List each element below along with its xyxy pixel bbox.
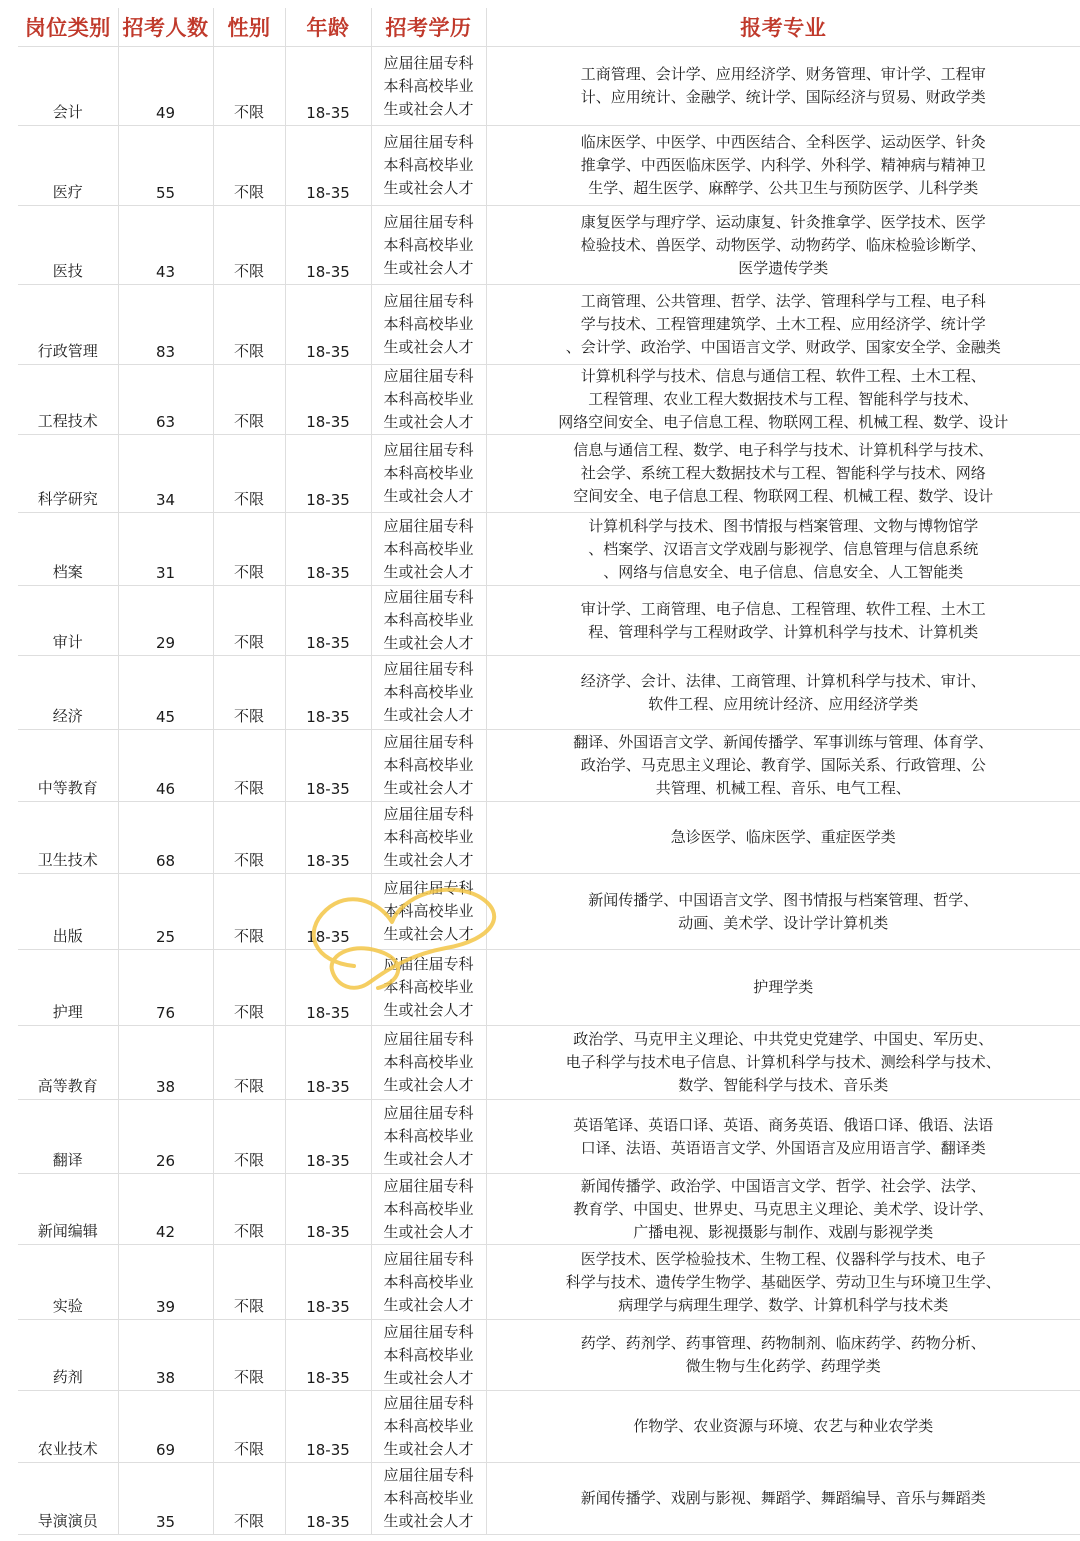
header-row xyxy=(18,8,1080,47)
education-cell xyxy=(371,586,486,656)
education-line: 生或社会人才 xyxy=(383,925,474,943)
gender-cell: 不限 xyxy=(213,586,285,656)
category-cell: 会计 xyxy=(18,47,118,126)
majors-line: 学与技术、工程管理建筑学、土木工程、应用经济学、统计学 xyxy=(580,315,986,333)
education-line: 本科高校毕业 xyxy=(383,902,474,920)
age-cell: 18-35 xyxy=(285,365,371,435)
age-cell: 18-35 xyxy=(285,656,371,730)
majors-line: 数学、智能科学与技术、音乐类 xyxy=(678,1076,889,1094)
category-cell: 实验 xyxy=(18,1245,118,1320)
majors-line: 计算机科学与技术、信息与通信工程、软件工程、土木工程、 xyxy=(580,367,986,385)
education-line: 本科高校毕业 xyxy=(383,464,474,482)
majors-line: 动画、美术学、设计学计算机类 xyxy=(678,913,889,932)
category-cell: 翻译 xyxy=(18,1100,118,1174)
table-row xyxy=(18,950,1080,1026)
education-line: 本科高校毕业 xyxy=(383,1127,474,1145)
majors-line: 临床医学、中医学、中西医结合、全科医学、运动医学、针灸 xyxy=(580,133,986,151)
education-line: 本科高校毕业 xyxy=(383,1199,474,1218)
majors-line: 、档案学、汉语言文学戏剧与影视学、信息管理与信息系统 xyxy=(588,539,979,558)
table-row xyxy=(18,513,1080,586)
education-line: 应届往届专科 xyxy=(383,588,474,606)
count-cell: 46 xyxy=(118,730,213,802)
table-row xyxy=(18,1391,1080,1463)
age-cell: 18-35 xyxy=(285,802,371,874)
category-cell: 中等教育 xyxy=(18,730,118,802)
education-line: 生或社会人才 xyxy=(383,1368,474,1387)
table-row xyxy=(18,586,1080,656)
table-row xyxy=(18,126,1080,206)
majors-line: 急诊医学、临床医学、重症医学类 xyxy=(670,828,896,846)
majors-cell xyxy=(486,1026,1080,1100)
table-row xyxy=(18,365,1080,435)
education-cell xyxy=(371,950,486,1026)
majors-line: 广播电视、影视摄影与制作、戏剧与影视学类 xyxy=(633,1222,934,1241)
education-line: 生或社会人才 xyxy=(383,258,474,277)
majors-cell xyxy=(486,586,1080,656)
education-cell xyxy=(371,656,486,730)
header-age: 年龄 xyxy=(285,8,371,47)
table-row xyxy=(18,435,1080,513)
education-cell xyxy=(371,1100,486,1174)
count-cell: 83 xyxy=(118,285,213,365)
education-line: 本科高校毕业 xyxy=(383,156,474,174)
education-line: 生或社会人才 xyxy=(383,1076,474,1094)
header-count: 招考人数 xyxy=(118,8,213,47)
education-cell xyxy=(371,1245,486,1320)
age-cell: 18-35 xyxy=(285,1463,371,1535)
count-cell: 25 xyxy=(118,874,213,950)
age-cell: 18-35 xyxy=(285,435,371,513)
age-cell: 18-35 xyxy=(285,1245,371,1320)
education-line: 本科高校毕业 xyxy=(383,315,474,333)
gender-cell: 不限 xyxy=(213,874,285,950)
majors-cell xyxy=(486,1174,1080,1245)
education-cell xyxy=(371,1463,486,1535)
education-line: 本科高校毕业 xyxy=(383,235,474,254)
majors-cell xyxy=(486,1100,1080,1174)
education-line: 应届往届专科 xyxy=(383,1249,474,1268)
majors-cell xyxy=(486,206,1080,285)
category-cell: 新闻编辑 xyxy=(18,1174,118,1245)
gender-cell: 不限 xyxy=(213,1245,285,1320)
table-row xyxy=(18,1174,1080,1245)
majors-line: 口译、法语、英语语言文学、外国语言及应用语言学、翻译类 xyxy=(580,1138,986,1157)
education-line: 生或社会人才 xyxy=(383,1512,474,1530)
category-cell: 出版 xyxy=(18,874,118,950)
education-cell xyxy=(371,1391,486,1463)
age-cell: 18-35 xyxy=(285,206,371,285)
majors-cell xyxy=(486,1320,1080,1391)
majors-line: 作物学、农业资源与环境、农艺与种业农学类 xyxy=(633,1417,934,1435)
age-cell: 18-35 xyxy=(285,730,371,802)
table-row xyxy=(18,1320,1080,1391)
majors-cell xyxy=(486,874,1080,950)
age-cell: 18-35 xyxy=(285,285,371,365)
count-cell: 69 xyxy=(118,1391,213,1463)
majors-line: 政治学、马克思主义理论、教育学、国际关系、行政管理、公 xyxy=(580,756,986,774)
education-cell xyxy=(371,874,486,950)
gender-cell: 不限 xyxy=(213,950,285,1026)
majors-line: 教育学、中国史、世界史、马克思主义理论、美术学、设计学、 xyxy=(573,1199,994,1218)
majors-line: 审计学、工商管理、电子信息、工程管理、软件工程、土木工 xyxy=(580,599,986,618)
education-line: 应届往届专科 xyxy=(383,733,474,751)
category-cell: 工程技术 xyxy=(18,365,118,435)
education-cell xyxy=(371,47,486,126)
education-cell xyxy=(371,1174,486,1245)
majors-cell xyxy=(486,1463,1080,1535)
education-cell xyxy=(371,365,486,435)
majors-line: 医学遗传学类 xyxy=(738,258,829,277)
gender-cell: 不限 xyxy=(213,730,285,802)
job-table xyxy=(18,8,1080,1535)
category-cell: 档案 xyxy=(18,513,118,586)
majors-line: 新闻传播学、政治学、中国语言文学、哲学、社会学、法学、 xyxy=(580,1176,986,1195)
table-row xyxy=(18,1100,1080,1174)
majors-line: 护理学类 xyxy=(753,978,814,996)
majors-line: 经济学、会计、法律、工商管理、计算机科学与技术、审计、 xyxy=(580,671,986,690)
education-line: 应届往届专科 xyxy=(383,516,474,535)
gender-cell: 不限 xyxy=(213,206,285,285)
education-line: 生或社会人才 xyxy=(383,779,474,797)
table-row xyxy=(18,1245,1080,1320)
gender-cell: 不限 xyxy=(213,47,285,126)
majors-line: 社会学、系统工程大数据技术与工程、智能科学与技术、网络 xyxy=(580,464,986,482)
majors-line: 计、应用统计、金融学、统计学、国际经济与贸易、财政学类 xyxy=(580,88,986,106)
majors-cell xyxy=(486,365,1080,435)
education-line: 应届往届专科 xyxy=(383,1176,474,1195)
count-cell: 63 xyxy=(118,365,213,435)
gender-cell: 不限 xyxy=(213,435,285,513)
education-line: 本科高校毕业 xyxy=(383,1489,474,1507)
category-cell: 科学研究 xyxy=(18,435,118,513)
table-row xyxy=(18,802,1080,874)
education-line: 生或社会人才 xyxy=(383,562,474,581)
age-cell: 18-35 xyxy=(285,586,371,656)
education-cell xyxy=(371,285,486,365)
majors-cell xyxy=(486,656,1080,730)
education-line: 生或社会人才 xyxy=(383,851,474,869)
education-line: 本科高校毕业 xyxy=(383,390,474,408)
count-cell: 29 xyxy=(118,586,213,656)
education-line: 应届往届专科 xyxy=(383,660,474,678)
majors-line: 、网络与信息安全、电子信息、信息安全、人工智能类 xyxy=(603,562,964,581)
category-cell: 经济 xyxy=(18,656,118,730)
count-cell: 49 xyxy=(118,47,213,126)
majors-line: 网络空间安全、电子信息工程、物联网工程、机械工程、数学、设计 xyxy=(558,413,1009,431)
majors-line: 工商管理、公共管理、哲学、法学、管理科学与工程、电子科 xyxy=(580,292,986,310)
education-line: 生或社会人才 xyxy=(383,179,474,197)
majors-line: 英语笔译、英语口译、英语、商务英语、俄语口译、俄语、法语 xyxy=(573,1115,994,1134)
majors-cell xyxy=(486,802,1080,874)
education-line: 应届往届专科 xyxy=(383,292,474,310)
count-cell: 68 xyxy=(118,802,213,874)
majors-cell xyxy=(486,950,1080,1026)
age-cell: 18-35 xyxy=(285,1391,371,1463)
header-education: 招考学历 xyxy=(371,8,486,47)
education-line: 应届往届专科 xyxy=(383,879,474,897)
majors-line: 推拿学、中西医临床医学、内科学、外科学、精神病与精神卫 xyxy=(580,156,986,174)
table-row xyxy=(18,285,1080,365)
education-cell xyxy=(371,435,486,513)
count-cell: 38 xyxy=(118,1320,213,1391)
gender-cell: 不限 xyxy=(213,1391,285,1463)
majors-line: 检验技术、兽医学、动物医学、动物药学、临床检验诊断学、 xyxy=(580,235,986,254)
education-line: 应届往届专科 xyxy=(383,1394,474,1412)
majors-line: 、会计学、政治学、中国语言文学、财政学、国家安全学、金融类 xyxy=(565,338,1001,356)
age-cell: 18-35 xyxy=(285,1026,371,1100)
education-line: 本科高校毕业 xyxy=(383,978,474,996)
majors-cell xyxy=(486,435,1080,513)
table-row xyxy=(18,206,1080,285)
education-line: 本科高校毕业 xyxy=(383,611,474,629)
majors-line: 工程管理、农业工程大数据技术与工程、智能科学与技术、 xyxy=(588,390,979,408)
education-line: 生或社会人才 xyxy=(383,1001,474,1019)
majors-cell xyxy=(486,730,1080,802)
count-cell: 55 xyxy=(118,126,213,206)
majors-line: 计算机科学与技术、图书情报与档案管理、文物与博物馆学 xyxy=(588,516,979,535)
age-cell: 18-35 xyxy=(285,1100,371,1174)
gender-cell: 不限 xyxy=(213,365,285,435)
education-line: 应届往届专科 xyxy=(383,1030,474,1048)
count-cell: 39 xyxy=(118,1245,213,1320)
majors-cell xyxy=(486,513,1080,586)
gender-cell: 不限 xyxy=(213,1320,285,1391)
education-line: 本科高校毕业 xyxy=(383,539,474,558)
majors-line: 翻译、外国语言文学、新闻传播学、军事训练与管理、体育学、 xyxy=(573,733,994,751)
category-cell: 医疗 xyxy=(18,126,118,206)
gender-cell: 不限 xyxy=(213,656,285,730)
education-line: 本科高校毕业 xyxy=(383,76,474,95)
count-cell: 38 xyxy=(118,1026,213,1100)
education-line: 应届往届专科 xyxy=(383,1322,474,1341)
table-row xyxy=(18,1463,1080,1535)
majors-line: 科学与技术、遗传学生物学、基础医学、劳动卫生与环境卫生学、 xyxy=(565,1272,1001,1291)
category-cell: 药剂 xyxy=(18,1320,118,1391)
education-line: 生或社会人才 xyxy=(383,706,474,724)
category-cell: 高等教育 xyxy=(18,1026,118,1100)
education-cell xyxy=(371,206,486,285)
header-gender: 性别 xyxy=(213,8,285,47)
count-cell: 43 xyxy=(118,206,213,285)
table-row xyxy=(18,656,1080,730)
majors-line: 新闻传播学、中国语言文学、图书情报与档案管理、哲学、 xyxy=(588,890,979,909)
education-line: 生或社会人才 xyxy=(383,1295,474,1314)
count-cell: 35 xyxy=(118,1463,213,1535)
education-line: 应届往届专科 xyxy=(383,1466,474,1484)
gender-cell: 不限 xyxy=(213,126,285,206)
education-line: 本科高校毕业 xyxy=(383,683,474,701)
education-line: 生或社会人才 xyxy=(383,1440,474,1458)
education-line: 本科高校毕业 xyxy=(383,756,474,774)
education-cell xyxy=(371,513,486,586)
education-line: 应届往届专科 xyxy=(383,367,474,385)
education-line: 生或社会人才 xyxy=(383,338,474,356)
age-cell: 18-35 xyxy=(285,1174,371,1245)
gender-cell: 不限 xyxy=(213,1026,285,1100)
age-cell: 18-35 xyxy=(285,874,371,950)
majors-line: 新闻传播学、戏剧与影视、舞蹈学、舞蹈编导、音乐与舞蹈类 xyxy=(580,1489,986,1507)
majors-line: 药学、药剂学、药事管理、药物制剂、临床药学、药物分析、 xyxy=(580,1334,986,1352)
education-line: 应届往届专科 xyxy=(383,133,474,151)
age-cell: 18-35 xyxy=(285,513,371,586)
table-row xyxy=(18,1026,1080,1100)
education-cell xyxy=(371,802,486,874)
age-cell: 18-35 xyxy=(285,950,371,1026)
table-row xyxy=(18,47,1080,126)
gender-cell: 不限 xyxy=(213,1100,285,1174)
majors-line: 共管理、机械工程、音乐、电气工程、 xyxy=(655,779,911,797)
count-cell: 31 xyxy=(118,513,213,586)
age-cell: 18-35 xyxy=(285,126,371,206)
education-line: 本科高校毕业 xyxy=(383,828,474,846)
education-line: 生或社会人才 xyxy=(383,1222,474,1241)
count-cell: 42 xyxy=(118,1174,213,1245)
education-cell xyxy=(371,1026,486,1100)
age-cell: 18-35 xyxy=(285,1320,371,1391)
table-row xyxy=(18,874,1080,950)
gender-cell: 不限 xyxy=(213,285,285,365)
header-category: 岗位类别 xyxy=(18,8,118,47)
education-line: 生或社会人才 xyxy=(383,487,474,505)
education-line: 生或社会人才 xyxy=(383,634,474,652)
gender-cell: 不限 xyxy=(213,513,285,586)
count-cell: 45 xyxy=(118,656,213,730)
education-line: 应届往届专科 xyxy=(383,955,474,973)
gender-cell: 不限 xyxy=(213,802,285,874)
gender-cell: 不限 xyxy=(213,1463,285,1535)
majors-line: 软件工程、应用统计经济、应用经济学类 xyxy=(648,694,919,713)
education-line: 生或社会人才 xyxy=(383,1150,474,1168)
age-cell: 18-35 xyxy=(285,47,371,126)
majors-cell xyxy=(486,1245,1080,1320)
education-cell xyxy=(371,1320,486,1391)
majors-cell xyxy=(486,47,1080,126)
education-cell xyxy=(371,730,486,802)
table-row xyxy=(18,730,1080,802)
majors-line: 政治学、马克甲主义理论、中共党史党建学、中国史、军历史、 xyxy=(573,1030,994,1048)
education-line: 本科高校毕业 xyxy=(383,1053,474,1071)
education-line: 应届往届专科 xyxy=(383,212,474,231)
count-cell: 76 xyxy=(118,950,213,1026)
count-cell: 26 xyxy=(118,1100,213,1174)
header-majors: 报考专业 xyxy=(486,8,1080,47)
category-cell: 导演演员 xyxy=(18,1463,118,1535)
majors-line: 医学技术、医学检验技术、生物工程、仪器科学与技术、电子 xyxy=(580,1249,986,1268)
majors-line: 空间安全、电子信息工程、物联网工程、机械工程、数学、设计 xyxy=(573,487,994,505)
majors-line: 程、管理科学与工程财政学、计算机科学与技术、计算机类 xyxy=(588,622,979,641)
education-line: 应届往届专科 xyxy=(383,1104,474,1122)
majors-line: 信息与通信工程、数学、电子科学与技术、计算机科学与技术、 xyxy=(573,441,994,459)
majors-cell xyxy=(486,126,1080,206)
category-cell: 卫生技术 xyxy=(18,802,118,874)
majors-line: 康复医学与理疗学、运动康复、针灸推拿学、医学技术、医学 xyxy=(580,212,986,231)
education-cell xyxy=(371,126,486,206)
majors-cell xyxy=(486,1391,1080,1463)
education-line: 应届往届专科 xyxy=(383,53,474,72)
category-cell: 审计 xyxy=(18,586,118,656)
education-line: 应届往届专科 xyxy=(383,441,474,459)
education-line: 本科高校毕业 xyxy=(383,1272,474,1291)
majors-line: 工商管理、会计学、应用经济学、财务管理、审计学、工程审 xyxy=(580,65,986,83)
category-cell: 护理 xyxy=(18,950,118,1026)
education-line: 本科高校毕业 xyxy=(383,1417,474,1435)
majors-line: 电子科学与技术电子信息、计算机科学与技术、测绘科学与技术、 xyxy=(565,1053,1001,1071)
majors-line: 病理学与病理生理学、数学、计算机科学与技术类 xyxy=(618,1295,949,1314)
education-line: 生或社会人才 xyxy=(383,413,474,431)
education-line: 应届往届专科 xyxy=(383,805,474,823)
education-line: 本科高校毕业 xyxy=(383,1345,474,1364)
category-cell: 行政管理 xyxy=(18,285,118,365)
majors-cell xyxy=(486,285,1080,365)
category-cell: 农业技术 xyxy=(18,1391,118,1463)
category-cell: 医技 xyxy=(18,206,118,285)
count-cell: 34 xyxy=(118,435,213,513)
gender-cell: 不限 xyxy=(213,1174,285,1245)
majors-line: 生学、超生医学、麻醉学、公共卫生与预防医学、儿科学类 xyxy=(588,179,979,197)
education-line: 生或社会人才 xyxy=(383,99,474,118)
majors-line: 微生物与生化药学、药理学类 xyxy=(685,1357,881,1375)
